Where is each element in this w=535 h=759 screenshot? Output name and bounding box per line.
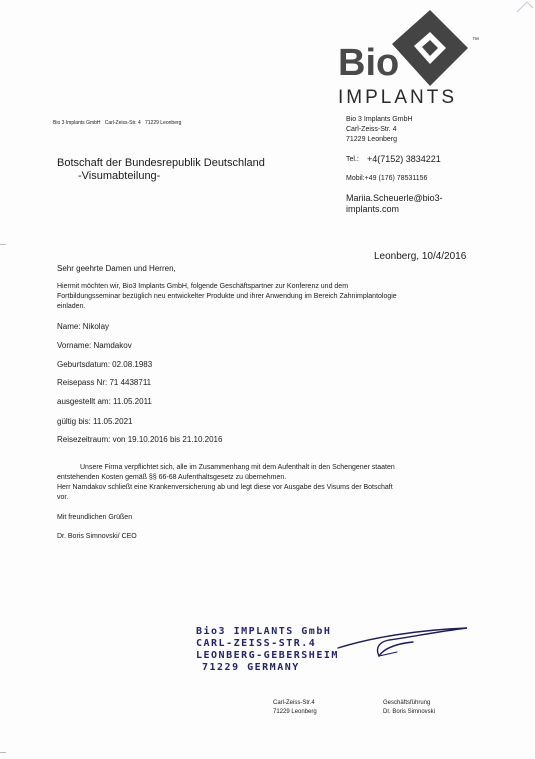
salutation: Sehr geehrte Damen und Herren, <box>57 264 176 273</box>
footer-management-name: Dr. Boris Simnovski <box>383 709 436 715</box>
contact-street: Carl-Zeiss-Str. 4 <box>346 126 397 133</box>
intro-line1: Hiermit möchten wir, Bio3 Implants GmbH, folgende Geschäftspartner zur Konferenz und dem <box>57 283 349 290</box>
scan-edge-mark <box>0 752 6 753</box>
intro-line3: einladen. <box>57 303 86 310</box>
footer-management-label: Geschäftsführung <box>383 700 431 706</box>
logo-bio-text: Bio <box>338 42 400 84</box>
field-name: Name: Nikolay <box>57 322 110 331</box>
footer-city: 71229 Leonberg <box>273 709 317 715</box>
stamp-line1: Bio3 IMPLANTS GmbH <box>196 626 332 637</box>
field-reisezeitraum: Reisezeitraum: von 19.10.2016 bis 21.10.2016 <box>57 435 223 444</box>
logo-mark-icon <box>392 10 468 92</box>
field-vorname: Vorname: Namdakov <box>57 341 132 350</box>
contact-city: 71229 Leonberg <box>346 136 397 143</box>
stamp-line4: 71229 GERMANY <box>202 662 300 673</box>
commitment-line1: Unsere Firma verpflichtet sich, alle im Zusammenhang mit dem Aufenthalt in den Schengener staaten <box>80 464 395 471</box>
contact-tel-label: Tel.: <box>346 156 359 163</box>
sender-company: Bio 3 Implants GmbH <box>53 120 101 126</box>
recipient-line1: Botschaft der Bundesrepublik Deutschland <box>57 157 265 169</box>
sender-city: 71229 Leonberg <box>145 120 182 126</box>
contact-email-line1: Mariia.Scheuerle@bio3- <box>346 193 443 203</box>
contact-email-line2: implants.com <box>346 204 400 214</box>
corner-fold-mark <box>515 0 535 14</box>
field-gueltig: gültig bis: 11.05.2021 <box>57 417 133 426</box>
contact-mobile: Mobil:+49 (176) 78531156 <box>346 175 428 182</box>
place-date: Leonberg, 10/4/2016 <box>374 251 467 262</box>
stamp-line2: CARL-ZEISS-STR.4 <box>196 638 317 649</box>
signer: Dr. Boris Simnovski/ CEO <box>57 533 137 540</box>
field-reisepass: Reisepass Nr: 71 4438711 <box>57 378 152 387</box>
sender-street: Carl-Zeiss-Str. 4 <box>104 120 141 126</box>
scan-edge-mark <box>0 244 6 245</box>
closing: Mit freundlichen Grüßen <box>57 514 133 521</box>
recipient-line2: -Visumabteilung- <box>78 170 161 182</box>
handwritten-signature <box>335 618 475 666</box>
footer-street: Carl-Zeiss-Str.4 <box>273 700 315 706</box>
sender-line <box>53 120 181 126</box>
trademark-symbol: ™ <box>472 37 479 44</box>
commitment-line2: entstehenden Kosten gemäß §§ 66-68 Aufenthaltsgesetz zu übernehmen. <box>57 474 287 481</box>
commitment-line4: vor. <box>57 494 69 501</box>
commitment-line3: Herr Namdakov schließt eine Krankenversicherung ab und legt diese vor Ausgabe des Visums der Botschaft <box>57 484 393 491</box>
contact-tel: +4(7152) 3834221 <box>367 154 441 164</box>
stamp-line3: LEONBERG-GEBERSHEIM <box>196 650 339 661</box>
logo-implants-text: IMPLANTS <box>338 87 458 108</box>
contact-company: Bio 3 Implants GmbH <box>346 116 413 123</box>
intro-line2: Fortbildungsseminar bezüglich neu entwickelter Produkte und ihrer Anwendung im Bereich Zahnimplantologie <box>57 293 397 300</box>
field-ausgestellt: ausgestellt am: 11.05.2011 <box>57 397 152 406</box>
field-geburtsdatum: Geburtsdatum: 02.08.1983 <box>57 360 153 369</box>
